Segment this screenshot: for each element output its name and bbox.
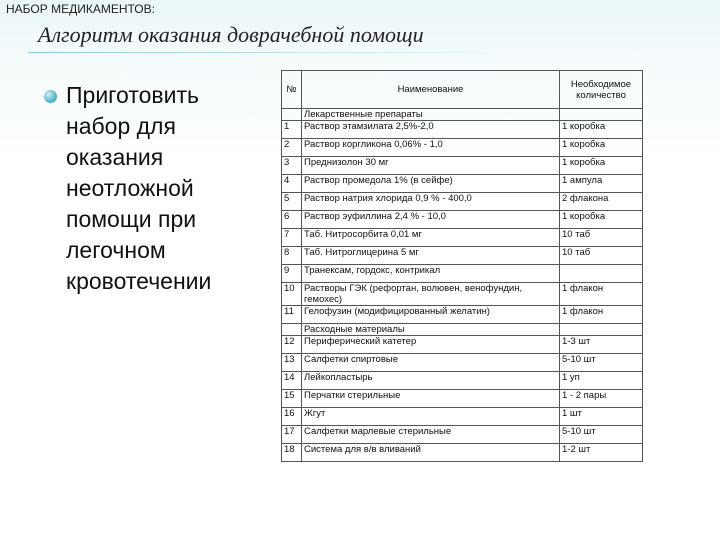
row-count: 1 коробка (560, 121, 643, 139)
row-name: Лейкопластырь (302, 372, 560, 390)
table-row (282, 265, 643, 283)
row-number: 11 (282, 306, 302, 324)
section-drugs-label: Лекарственные препараты (302, 109, 560, 121)
row-name: Раствор коргликона 0,06% - 1,0 (302, 139, 560, 157)
row-name: Салфетки марлевые стерильные (302, 426, 560, 444)
bullet-dot-icon (44, 90, 57, 103)
row-number: 14 (282, 372, 302, 390)
row-number: 18 (282, 444, 302, 462)
table-row (282, 121, 643, 139)
table-row (282, 175, 643, 193)
section-row (282, 109, 643, 121)
row-name: Салфетки спиртовые (302, 354, 560, 372)
table-row (282, 247, 643, 265)
row-count: 1 ампула (560, 175, 643, 193)
row-count: 1-3 шт (560, 336, 643, 354)
row-number: 1 (282, 121, 302, 139)
table-row (282, 139, 643, 157)
row-count: 1 флакон (560, 283, 643, 306)
row-count: 1 коробка (560, 139, 643, 157)
table-header-row (282, 71, 643, 109)
header-num: № (282, 71, 302, 109)
row-count: 10 таб (560, 229, 643, 247)
corner-tag: НАБОР МЕДИКАМЕНТОВ: (6, 2, 155, 16)
row-count: 1 коробка (560, 211, 643, 229)
row-count: 5-10 шт (560, 354, 643, 372)
table-row (282, 390, 643, 408)
row-count: 1 уп (560, 372, 643, 390)
title-divider (28, 52, 508, 53)
table-row (282, 372, 643, 390)
row-name: Таб. Нитроглицерина 5 мг (302, 247, 560, 265)
medications-table (281, 70, 643, 462)
row-name: Раствор эуфиллина 2,4 % - 10,0 (302, 211, 560, 229)
table-row (282, 426, 643, 444)
table-row (282, 444, 643, 462)
row-number: 5 (282, 193, 302, 211)
row-number: 10 (282, 283, 302, 306)
row-number: 16 (282, 408, 302, 426)
row-number: 6 (282, 211, 302, 229)
row-name: Таб. Нитросорбита 0,01 мг (302, 229, 560, 247)
drugs-section (282, 109, 643, 324)
table-row (282, 211, 643, 229)
row-name: Раствор промедола 1% (в сейфе) (302, 175, 560, 193)
row-count (560, 265, 643, 283)
row-number: 4 (282, 175, 302, 193)
header-count: Необходимое количество (560, 71, 643, 109)
supplies-section (282, 324, 643, 462)
row-number: 15 (282, 390, 302, 408)
row-count: 1-2 шт (560, 444, 643, 462)
row-name: Система для в/в вливаний (302, 444, 560, 462)
row-count: 1 шт (560, 408, 643, 426)
row-number: 3 (282, 157, 302, 175)
row-name: Преднизолон 30 мг (302, 157, 560, 175)
slide-title: Алгоритм оказания доврачебной помощи (38, 22, 424, 47)
row-number: 8 (282, 247, 302, 265)
row-number: 17 (282, 426, 302, 444)
bullet-text: Приготовить набор для оказания неотложной помощи при легочном кровотечении (66, 82, 212, 294)
row-count: 1 - 2 пары (560, 390, 643, 408)
row-count: 1 коробка (560, 157, 643, 175)
row-name: Раствор этамзилата 2,5%-2,0 (302, 121, 560, 139)
row-number: 9 (282, 265, 302, 283)
table-row (282, 336, 643, 354)
row-name: Периферический катетер (302, 336, 560, 354)
table-row (282, 229, 643, 247)
table-row (282, 193, 643, 211)
row-number: 13 (282, 354, 302, 372)
row-count: 1 флакон (560, 306, 643, 324)
row-name: Транексам, гордокс, контрикал (302, 265, 560, 283)
row-name: Гелофузин (модифицированный желатин) (302, 306, 560, 324)
row-number: 2 (282, 139, 302, 157)
row-name: Перчатки стерильные (302, 390, 560, 408)
row-name: Жгут (302, 408, 560, 426)
section-row (282, 324, 643, 336)
table-row (282, 283, 643, 306)
table-row (282, 408, 643, 426)
section-supplies-label: Расходные материалы (302, 324, 560, 336)
row-number: 12 (282, 336, 302, 354)
row-count: 5-10 шт (560, 426, 643, 444)
table-row (282, 306, 643, 324)
row-name: Раствор натрия хлорида 0,9 % - 400,0 (302, 193, 560, 211)
table-row (282, 354, 643, 372)
row-number: 7 (282, 229, 302, 247)
table-row (282, 157, 643, 175)
row-count: 10 таб (560, 247, 643, 265)
row-name: Растворы ГЭК (рефортан, волювен, венофундин, гемохес) (302, 283, 560, 306)
row-count: 2 флакона (560, 193, 643, 211)
header-name: Наименование (302, 71, 560, 109)
